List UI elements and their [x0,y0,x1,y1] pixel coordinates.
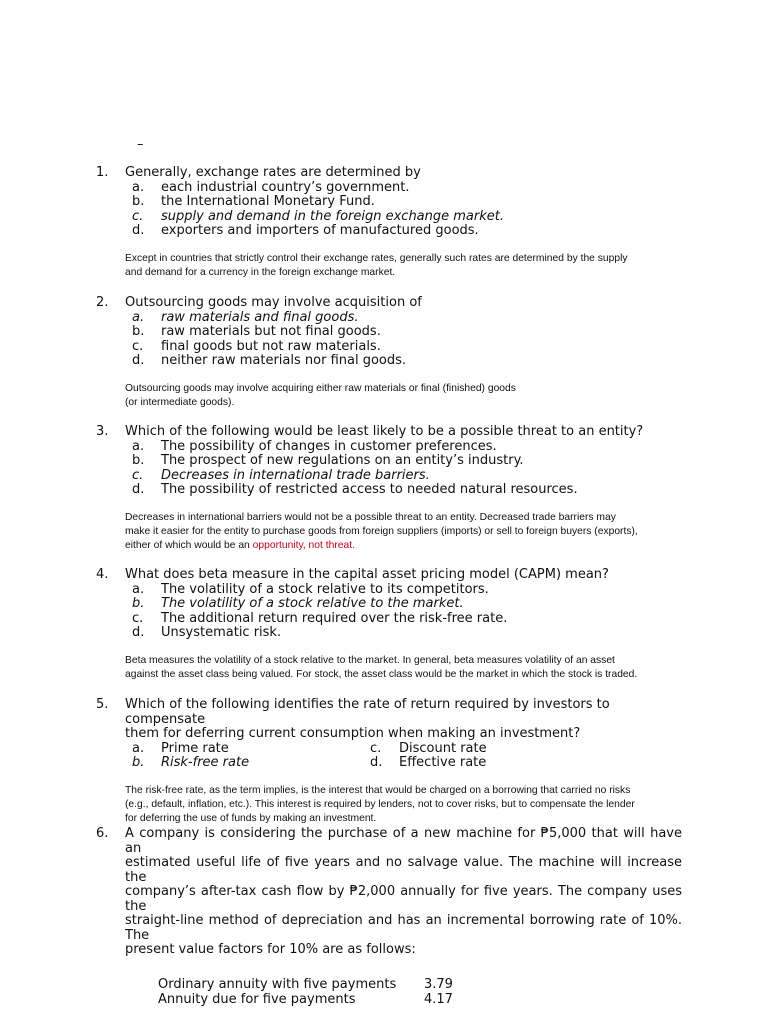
option-d: d. exporters and importers of manufactured goods. [132,223,479,238]
option-a: a. The volatility of a stock relative to its competitors. [132,581,489,597]
question-text: What does beta measure in the capital asset pricing model (CAPM) mean? [125,567,609,582]
question-3 [96,425,682,553]
option-c: c. Discount rate [370,740,487,756]
option-b: b. The prospect of new regulations on an entity’s industry. [132,453,524,468]
question-5 [96,698,682,826]
question-number: 3. [96,424,109,439]
explanation: Beta measures the volatility of a stock relative to the market. In general, beta measures volatility of an asset against the asset class being valued. For stock, the asset class would be the market in which the stock is traded. [125,654,638,680]
option-c: c. The additional return required over the risk-free rate. [132,610,508,626]
question-text: Which of the following identifies the rate of return required by investors to compensate them for deferring current consumption when making an investment? [125,697,610,741]
highlighted-phrase: opportunity, not threat. [252,539,355,551]
question-number: 1. [96,165,109,180]
pv-row: Ordinary annuity with five payments 3.79 [158,976,453,992]
question-6 [96,827,682,1007]
explanation: Outsourcing goods may involve acquiring either raw materials or final (finished) goods (or intermediate goods). [125,382,516,408]
question-2 [96,296,682,410]
question-number: 6. [96,826,109,841]
option-a: a. The possibility of changes in customer preferences. [132,438,497,454]
question-text: Which of the following would be least likely to be a possible threat to an entity? [125,424,644,439]
question-number: 4. [96,567,109,582]
present-value-table [158,977,682,1007]
option-c-answer: c. supply and demand in the foreign exchange market. [132,208,505,224]
question-text: Generally, exchange rates are determined by [125,165,421,180]
option-c-answer: c. Decreases in international trade barriers. [132,467,430,483]
explanation: The risk-free rate, as the term implies, is the interest that would be charged on a borrowing that carried no risks (e.g., default, inflation, etc.). This interest is required by lenders, not to cover risks, but to compensate the lender for deferring the use of funds by making an investment. [125,784,635,824]
question-1 [96,166,682,280]
dash-mark: – [137,137,144,152]
option-b-answer: b. Risk-free rate [132,755,250,770]
options-grid [132,742,682,771]
option-d: d. Effective rate [370,755,487,770]
option-c: c. final goods but not raw materials. [132,338,381,354]
option-b: b. raw materials but not final goods. [132,324,381,339]
question-4 [96,568,682,682]
question-text: A company is considering the purchase of a new machine for ₱5,000 that will have an estimated useful life of five years and no salvage value. The machine will increase the company’s after-tax cash flow by ₱2,000 annually for five years. The company uses the straight-line method of depreciation and has an incremental borrowing rate of 10%. The present value factors for 10% are as follows: [125,826,682,957]
explanation: Decreases in international barriers would not be a possible threat to an entity. Decreased trade barriers may make it easier for the entity to purchase goods from foreign suppliers (imports) or sell to foreign buyers (exports), either of which would be an opportunity, not threat. [125,511,638,551]
option-a-answer: a. raw materials and final goods. [132,309,359,325]
option-b: b. the International Monetary Fund. [132,194,375,209]
option-d: d. neither raw materials nor final goods. [132,353,407,368]
question-number: 2. [96,295,109,310]
option-d: d. Unsystematic risk. [132,625,282,640]
question-text: Outsourcing goods may involve acquisition of [125,295,422,310]
explanation: Except in countries that strictly control their exchange rates, generally such rates are determined by the supply and demand for a currency in the foreign exchange market. [125,252,628,278]
option-a: a. Prime rate [132,740,229,756]
option-b-answer: b. The volatility of a stock relative to the market. [132,596,464,611]
option-a: a. each industrial country’s government. [132,179,410,195]
question-number: 5. [96,697,109,712]
pv-row: Annuity due for five payments 4.17 [158,991,453,1007]
option-d: d. The possibility of restricted access to needed natural resources. [132,482,578,497]
